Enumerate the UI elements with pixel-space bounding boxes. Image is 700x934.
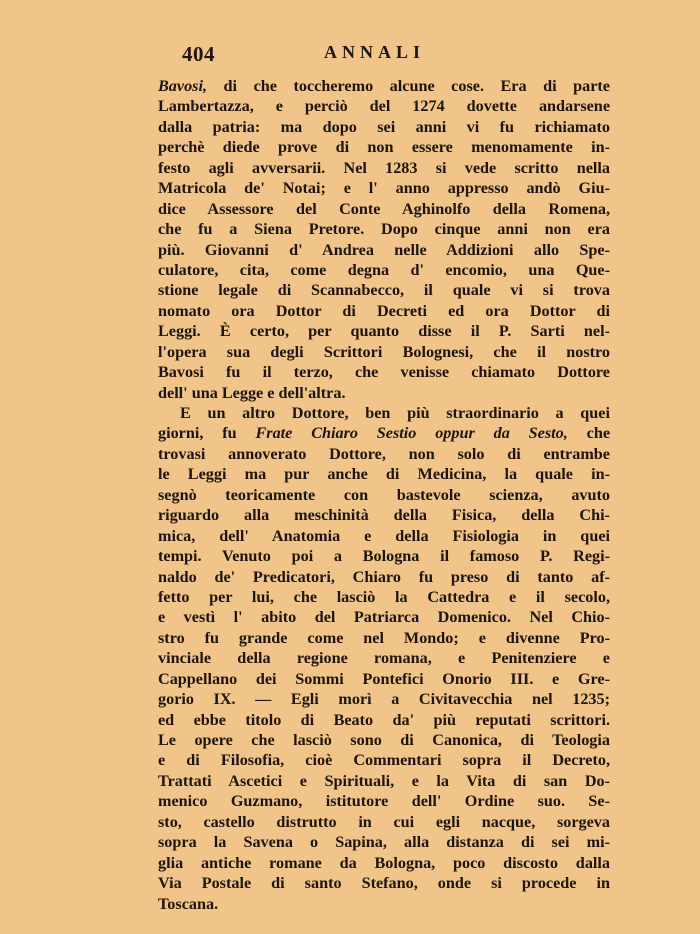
text-line — [158, 137, 610, 157]
text-line — [158, 669, 610, 689]
text-line — [158, 750, 610, 770]
text-line — [158, 178, 610, 198]
text-segment: Le opere che lasciò sono di Canonica, di Teologia — [158, 731, 610, 749]
text-line — [158, 362, 610, 382]
text-segment: Cappellano dei Sommi Pontefici Onorio III. e Gre- — [158, 669, 610, 688]
text-line — [158, 526, 610, 546]
page-header — [0, 38, 700, 68]
text-segment: e di Filosofia, cioè Commentari sopra il Decreto, — [158, 751, 610, 770]
page-number: 404 — [182, 42, 215, 66]
text-segment: Bavosi fu il terzo, che venisse chiamato Dottore — [158, 363, 610, 382]
text-segment: Toscana. — [158, 894, 219, 913]
text-segment: culatore, cita, come degna d' encomio, una Que- — [158, 260, 610, 279]
text-line — [158, 894, 610, 914]
text-segment: dice Assessore del Conte Aghinolfo della Romena, — [158, 199, 610, 218]
text-line — [158, 628, 610, 648]
italic-text: Frate Chiaro Sestio oppur da Sesto, — [255, 424, 568, 443]
text-segment: che fu a Siena Pretore. Dopo cinque anni non era — [158, 220, 610, 239]
text-line — [158, 873, 610, 893]
text-line — [158, 158, 610, 178]
text-segment: festo agli avversarii. Nel 1283 si vede scritto nella — [158, 158, 610, 177]
text-line — [158, 832, 610, 852]
text-segment: e vestì l' abito del Patriarca Domenico. Nel Chio- — [158, 608, 610, 627]
text-line — [158, 771, 610, 791]
text-segment: vinciale della regione romana, e Penitenziere e — [158, 649, 610, 668]
text-segment: riguardo alla meschinità della Fisica, della Chi- — [158, 506, 610, 525]
text-line — [158, 342, 610, 362]
running-title: ANNALI — [324, 42, 426, 62]
text-line — [158, 301, 610, 321]
text-line — [158, 505, 610, 525]
text-line — [158, 546, 610, 566]
text-segment: le Leggi ma pur anche di Medicina, la quale in- — [158, 465, 610, 484]
text-line — [158, 199, 610, 219]
text-line — [158, 383, 610, 403]
text-segment: E un altro Dottore, ben più straordinario a quei — [180, 404, 610, 422]
text-line — [158, 76, 610, 96]
text-line — [158, 567, 610, 587]
text-segment: tempi. Venuto poi a Bologna il famoso P. Regi- — [158, 547, 610, 566]
text-line — [158, 587, 610, 607]
text-segment: glia antiche romane da Bologna, poco discosto dalla — [158, 853, 610, 872]
text-line — [158, 280, 610, 300]
text-line — [158, 219, 610, 239]
text-line — [158, 607, 610, 627]
text-line — [158, 423, 610, 443]
text-segment: Lambertazza, e perciò del 1274 dovette andarsene — [158, 97, 610, 116]
text-line — [158, 730, 610, 750]
text-line — [158, 791, 610, 811]
text-line — [158, 117, 610, 137]
text-line — [158, 444, 610, 464]
text-line — [158, 403, 610, 423]
text-segment: trovasi annoverato Dottore, non solo di entrambe — [158, 444, 610, 463]
text-segment: mica, dell' Anatomia e della Fisiologia in quei — [158, 526, 610, 545]
body-text — [158, 76, 610, 914]
text-segment: l'opera sua degli Scrittori Bolognesi, che il nostro — [158, 342, 610, 361]
text-segment: fetto per lui, che lasciò la Cattedra e il secolo, — [158, 587, 610, 606]
text-segment: Leggi. È certo, per quanto disse il P. Sarti nel- — [158, 322, 610, 341]
text-segment: naldo de' Predicatori, Chiaro fu preso di tanto af- — [158, 567, 610, 586]
text-segment: dalla patria: ma dopo sei anni vi fu richiamato — [158, 117, 610, 136]
text-line — [158, 812, 610, 832]
text-line — [158, 240, 610, 260]
text-segment: stione legale di Scannabecco, il quale vi si trova — [158, 281, 610, 300]
italic-text: Bavosi, — [158, 77, 208, 95]
text-segment: sto, castello distrutto in cui egli nacque, sorgeva — [158, 812, 610, 831]
text-segment: stro fu grande come nel Mondo; e divenne Pro- — [158, 628, 610, 647]
text-segment: perchè diede prove di non essere menomamente in- — [158, 138, 610, 157]
text-segment: di che toccheremo alcune cose. Era di parte — [207, 77, 610, 95]
text-line — [158, 689, 610, 709]
text-line — [158, 321, 610, 341]
text-line — [158, 853, 610, 873]
text-segment: segnò teoricamente con bastevole scienza, avuto — [158, 485, 610, 504]
text-line — [158, 96, 610, 116]
text-segment: nomato ora Dottor di Decreti ed ora Dottor di — [158, 301, 610, 320]
text-segment: Matricola de' Notai; e l' anno appresso andò Giu- — [158, 179, 610, 198]
text-segment: più. Giovanni d' Andrea nelle Addizioni allo Spe- — [158, 240, 610, 259]
text-line — [158, 648, 610, 668]
text-line — [158, 464, 610, 484]
text-line — [158, 710, 610, 730]
text-segment: ed ebbe titolo di Beato da' più reputati scrittori. — [158, 710, 610, 729]
text-segment: Via Postale di santo Stefano, onde si procede in — [158, 874, 610, 893]
text-line — [158, 485, 610, 505]
text-segment: dell' una Legge e dell'altra. — [158, 383, 346, 402]
text-segment: Trattati Ascetici e Spirituali, e la Vita di san Do- — [158, 771, 610, 790]
text-segment: che — [567, 424, 611, 443]
text-line — [158, 260, 610, 280]
text-segment: gorio IX. — Egli morì a Civitavecchia nel 1235; — [158, 690, 610, 709]
text-segment: menico Guzmano, istitutore dell' Ordine suo. Se- — [158, 792, 610, 811]
text-segment: sopra la Savena o Sapina, alla distanza di sei mi- — [158, 833, 610, 852]
text-segment: giorni, fu — [158, 424, 256, 443]
